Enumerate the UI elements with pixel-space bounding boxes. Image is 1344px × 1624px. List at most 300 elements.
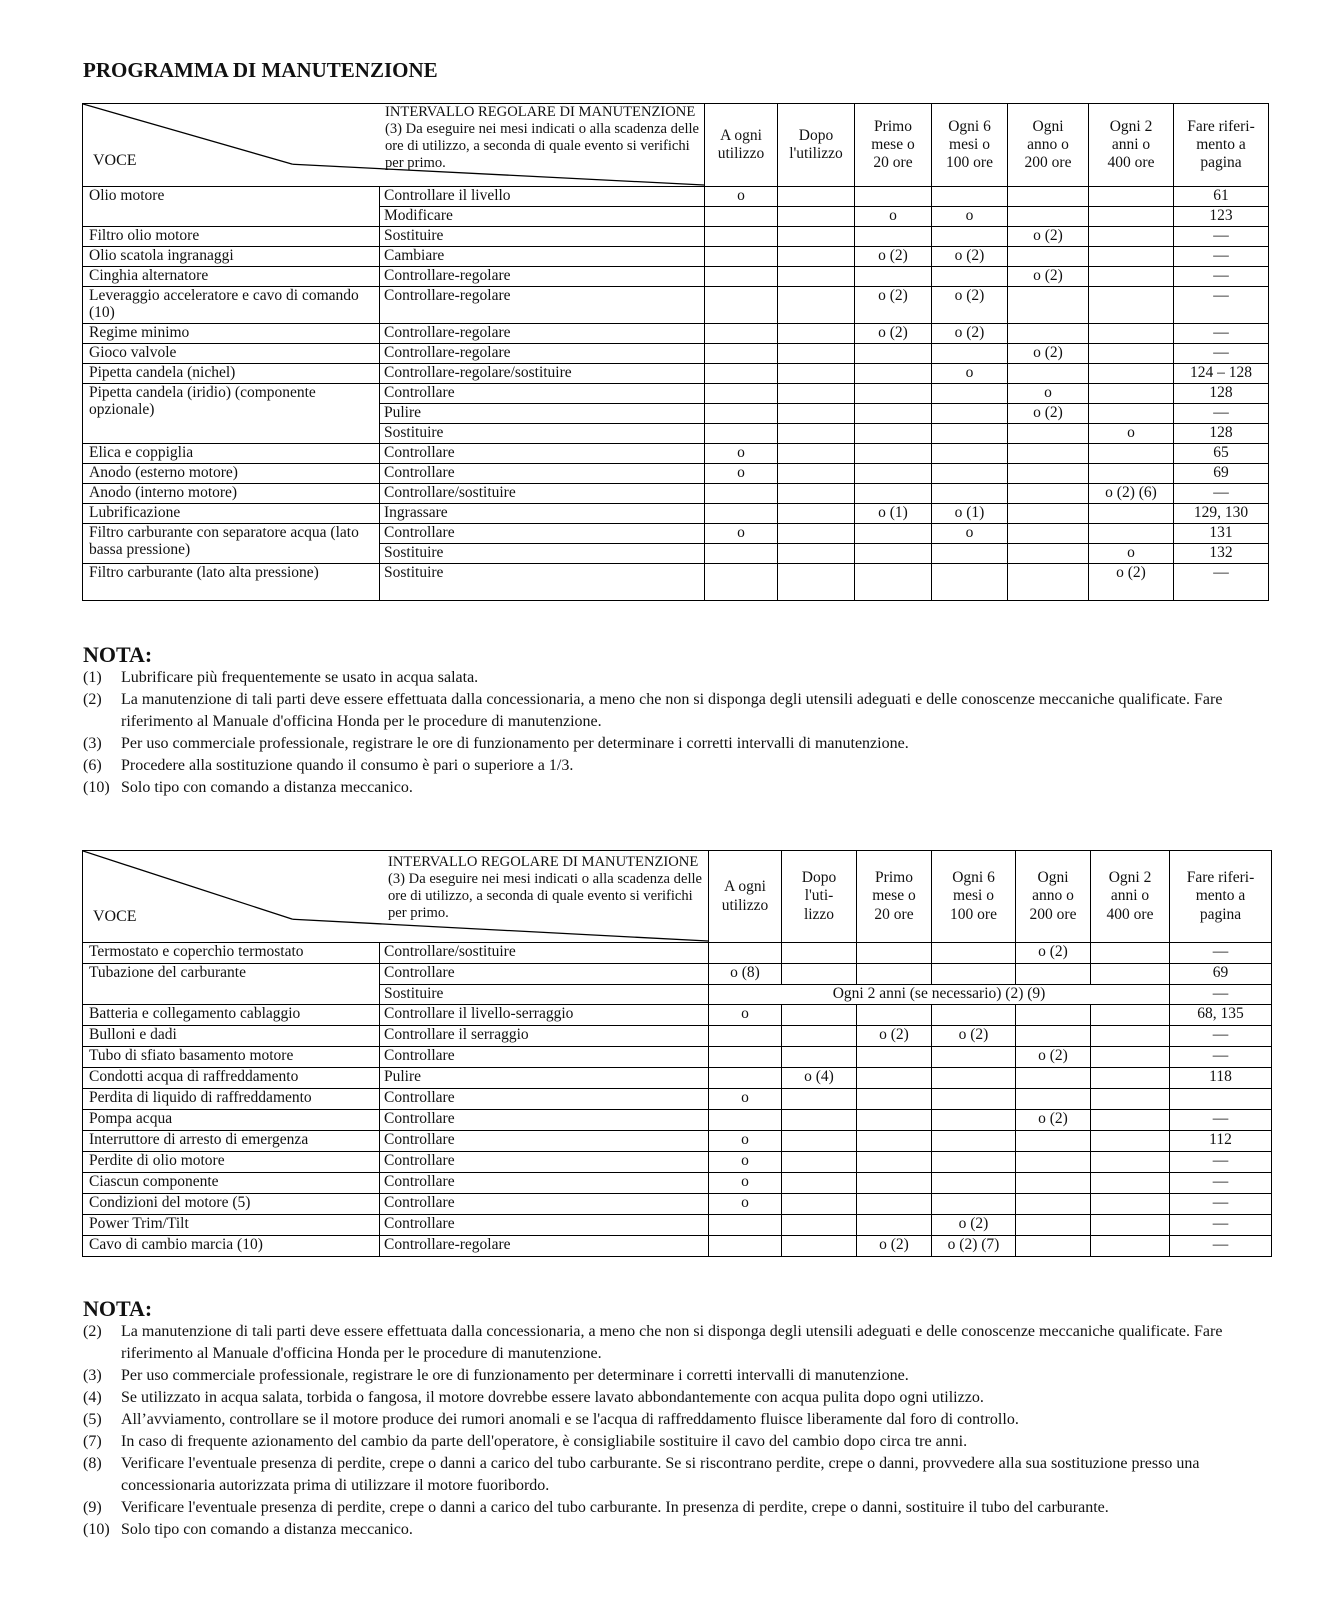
action-cell: Sostituire: [380, 227, 705, 247]
interval-cell: o: [932, 364, 1008, 384]
interval-cell: [1016, 1005, 1091, 1026]
interval-cell: [1091, 1215, 1170, 1236]
note-item: [83, 1453, 1273, 1497]
item-cell: Tubo di sfiato basamento motore: [83, 1047, 380, 1068]
item-cell: Lubrificazione: [83, 504, 380, 524]
header-voce: VOCE: [93, 152, 137, 170]
interval-cell: [1008, 324, 1089, 344]
span-cell: Ogni 2 anni (se necessario) (2) (9): [709, 985, 1170, 1005]
interval-cell: [782, 1173, 857, 1194]
interval-cell: [1089, 267, 1174, 287]
item-cell: Elica e coppiglia: [83, 444, 380, 464]
ref-cell: —: [1174, 267, 1269, 287]
interval-cell: [1008, 564, 1089, 601]
interval-cell: [857, 1110, 932, 1131]
interval-cell: [932, 484, 1008, 504]
table-row: [83, 1194, 1272, 1215]
interval-cell: [1091, 1236, 1170, 1257]
interval-cell: o (2): [855, 324, 932, 344]
table-row: [83, 1068, 1272, 1089]
interval-cell: o (2): [932, 247, 1008, 267]
note-key: (5): [83, 1411, 102, 1428]
interval-cell: [1089, 504, 1174, 524]
interval-cell: [709, 1026, 782, 1047]
interval-cell: [857, 943, 932, 964]
interval-cell: [1089, 524, 1174, 544]
ref-cell: —: [1174, 564, 1269, 601]
header-col: Fare riferi- mento a pagina: [1174, 104, 1269, 187]
interval-cell: [705, 384, 778, 404]
interval-cell: [1008, 247, 1089, 267]
nota-heading: NOTA:: [83, 642, 153, 667]
action-cell: Controllare-regolare: [380, 287, 705, 324]
ref-cell: —: [1174, 287, 1269, 324]
note-key: (8): [83, 1455, 102, 1472]
item-cell: Cavo di cambio marcia (10): [83, 1236, 380, 1257]
interval-cell: [932, 1047, 1016, 1068]
action-cell: Controllare il livello: [380, 187, 705, 207]
item-cell: Olio scatola ingranaggi: [83, 247, 380, 267]
interval-cell: [855, 524, 932, 544]
table-row: [83, 524, 1269, 544]
ref-cell: —: [1170, 1215, 1272, 1236]
item-cell: Condotti acqua di raffreddamento: [83, 1068, 380, 1089]
action-cell: Sostituire: [380, 424, 705, 444]
action-cell: Controllare: [380, 1215, 709, 1236]
interval-cell: [1091, 1173, 1170, 1194]
header-voce: VOCE: [93, 908, 137, 926]
interval-cell: o (2): [1008, 344, 1089, 364]
interval-cell: [1008, 187, 1089, 207]
table-row: [83, 943, 1272, 964]
interval-cell: [932, 1173, 1016, 1194]
interval-cell: [709, 1068, 782, 1089]
interval-cell: [1008, 524, 1089, 544]
interval-cell: [1091, 1110, 1170, 1131]
note-item: [83, 1409, 1273, 1431]
action-cell: Controllare: [380, 1089, 709, 1110]
interval-cell: [932, 964, 1016, 985]
table-row: [83, 287, 1269, 324]
interval-cell: [1089, 207, 1174, 227]
interval-cell: o (2): [932, 324, 1008, 344]
interval-cell: [932, 1152, 1016, 1173]
action-cell: Controllare: [380, 1110, 709, 1131]
table-row: [83, 1173, 1272, 1194]
item-cell: Bulloni e dadi: [83, 1026, 380, 1047]
interval-cell: [709, 943, 782, 964]
ref-cell: —: [1174, 484, 1269, 504]
interval-cell: [705, 287, 778, 324]
action-cell: Controllare: [380, 1194, 709, 1215]
interval-cell: o (1): [855, 504, 932, 524]
note-item: [83, 1519, 1273, 1541]
note-text: Procedere alla sostituzione quando il consumo è pari o superiore a 1/3.: [121, 757, 574, 774]
interval-cell: [857, 1215, 932, 1236]
interval-cell: [855, 464, 932, 484]
interval-cell: [1091, 1152, 1170, 1173]
note-key: (2): [83, 1323, 102, 1340]
header-col: Primo mese o 20 ore: [857, 851, 932, 943]
interval-cell: [705, 247, 778, 267]
action-cell: Pulire: [380, 404, 705, 424]
table-row: [83, 344, 1269, 364]
interval-cell: [1008, 544, 1089, 564]
ref-cell: —: [1174, 324, 1269, 344]
table-row: [83, 1026, 1272, 1047]
nota-section-1: [83, 643, 1273, 799]
header-col: A ogni utilizzo: [709, 851, 782, 943]
interval-cell: [705, 484, 778, 504]
note-item: [83, 1365, 1273, 1387]
interval-cell: [932, 1110, 1016, 1131]
action-cell: Controllare-regolare: [380, 267, 705, 287]
maintenance-table-2: [82, 850, 1272, 1257]
interval-cell: [778, 227, 855, 247]
ref-cell: 131: [1174, 524, 1269, 544]
interval-cell: [1008, 424, 1089, 444]
item-cell: Olio motore: [83, 187, 380, 227]
header-col: Dopo l'utilizzo: [778, 104, 855, 187]
interval-cell: [932, 943, 1016, 964]
action-cell: Controllare il livello-serraggio: [380, 1005, 709, 1026]
interval-cell: [1008, 484, 1089, 504]
note-text: In caso di frequente azionamento del cambio da parte dell'operatore, è consigliabile sostituire il cavo del cambio dopo circa tre anni.: [121, 1433, 968, 1450]
interval-cell: o: [705, 444, 778, 464]
interval-cell: [932, 464, 1008, 484]
ref-cell: —: [1170, 1047, 1272, 1068]
note-item: [83, 1321, 1273, 1365]
interval-cell: [932, 187, 1008, 207]
page-title: PROGRAMMA DI MANUTENZIONE: [83, 58, 438, 82]
item-cell: Condizioni del motore (5): [83, 1194, 380, 1215]
interval-cell: o: [1008, 384, 1089, 404]
ref-cell: [1170, 1089, 1272, 1110]
table-row: [83, 187, 1269, 207]
table-row: [83, 504, 1269, 524]
interval-cell: [932, 1194, 1016, 1215]
interval-cell: [782, 1026, 857, 1047]
interval-cell: [1016, 1152, 1091, 1173]
interval-cell: [932, 1089, 1016, 1110]
header-interval: INTERVALLO REGOLARE DI MANUTENZIONE (3) Da eseguire nei mesi indicati o alla scadenza delle ore di utilizzo, a seconda di quale evento si verifichi per primo.: [385, 104, 700, 172]
header-col: Ogni anno o 200 ore: [1008, 104, 1089, 187]
interval-cell: o (2): [932, 1026, 1016, 1047]
interval-cell: o (2): [855, 287, 932, 324]
item-cell: Batteria e collegamento cablaggio: [83, 1005, 380, 1026]
interval-cell: o: [709, 1005, 782, 1026]
note-text: Solo tipo con comando a distanza meccanico.: [121, 779, 413, 796]
interval-cell: o (1): [932, 504, 1008, 524]
interval-cell: [778, 484, 855, 504]
interval-cell: [1016, 1089, 1091, 1110]
interval-cell: o (2): [1016, 1047, 1091, 1068]
header-col: Ogni anno o 200 ore: [1016, 851, 1091, 943]
interval-cell: [1091, 1131, 1170, 1152]
ref-cell: 112: [1170, 1131, 1272, 1152]
interval-cell: [705, 344, 778, 364]
header-col: Dopo l'uti- lizzo: [782, 851, 857, 943]
interval-cell: [855, 484, 932, 504]
item-cell: Anodo (interno motore): [83, 484, 380, 504]
action-cell: Controllare: [380, 1152, 709, 1173]
note-key: (1): [83, 669, 102, 686]
note-key: (10): [83, 1521, 110, 1538]
interval-cell: [857, 1152, 932, 1173]
note-item: [83, 733, 1273, 755]
interval-cell: [709, 1110, 782, 1131]
interval-cell: [1091, 1089, 1170, 1110]
action-cell: Sostituire: [380, 564, 705, 601]
item-cell: Perdita di liquido di raffreddamento: [83, 1089, 380, 1110]
interval-cell: [1016, 1131, 1091, 1152]
interval-cell: [1008, 364, 1089, 384]
interval-cell: [778, 424, 855, 444]
ref-cell: —: [1170, 1152, 1272, 1173]
interval-cell: [855, 267, 932, 287]
interval-cell: o (2): [1089, 564, 1174, 601]
interval-cell: o: [705, 524, 778, 544]
action-cell: Controllare: [380, 524, 705, 544]
interval-cell: [855, 444, 932, 464]
note-key: (4): [83, 1389, 102, 1406]
interval-cell: [1089, 364, 1174, 384]
header-col: Fare riferi- mento a pagina: [1170, 851, 1272, 943]
table-row: [83, 444, 1269, 464]
table-row: [83, 247, 1269, 267]
note-text: Se utilizzato in acqua salata, torbida o fangosa, il motore dovrebbe essere lavato abbondantemente con acqua pulita dopo ogni utilizzo.: [121, 1389, 984, 1406]
interval-cell: o: [709, 1131, 782, 1152]
interval-cell: [778, 324, 855, 344]
interval-cell: [782, 1236, 857, 1257]
interval-cell: [778, 267, 855, 287]
table-row: [83, 227, 1269, 247]
note-item: [83, 755, 1273, 777]
ref-cell: 128: [1174, 424, 1269, 444]
ref-cell: —: [1170, 1173, 1272, 1194]
table-row: [83, 1236, 1272, 1257]
note-item: [83, 1431, 1273, 1453]
item-cell: Pipetta candela (iridio) (componente opzionale): [83, 384, 380, 444]
interval-cell: o (2): [932, 287, 1008, 324]
note-key: (3): [83, 1367, 102, 1384]
interval-cell: [1091, 1026, 1170, 1047]
interval-cell: [1089, 187, 1174, 207]
interval-cell: [932, 1131, 1016, 1152]
table-row: [83, 1047, 1272, 1068]
interval-cell: [705, 207, 778, 227]
interval-cell: [932, 1068, 1016, 1089]
ref-cell: 123: [1174, 207, 1269, 227]
interval-cell: [1016, 1026, 1091, 1047]
action-cell: Controllare-regolare: [380, 344, 705, 364]
action-cell: Cambiare: [380, 247, 705, 267]
interval-cell: [705, 504, 778, 524]
ref-cell: 69: [1174, 464, 1269, 484]
ref-cell: —: [1174, 404, 1269, 424]
interval-cell: o (2): [1016, 1110, 1091, 1131]
interval-cell: [1016, 1173, 1091, 1194]
interval-cell: [778, 404, 855, 424]
interval-cell: [782, 1047, 857, 1068]
interval-cell: [705, 404, 778, 424]
interval-cell: [705, 227, 778, 247]
header-voce-cell: [83, 104, 705, 187]
table-row: [83, 464, 1269, 484]
interval-cell: [1008, 504, 1089, 524]
interval-cell: o: [709, 1152, 782, 1173]
table-row: [83, 484, 1269, 504]
ref-cell: —: [1174, 227, 1269, 247]
interval-cell: [778, 564, 855, 601]
action-cell: Controllare: [380, 1131, 709, 1152]
note-text: Solo tipo con comando a distanza meccanico.: [121, 1521, 413, 1538]
interval-cell: [782, 1110, 857, 1131]
interval-cell: [855, 564, 932, 601]
action-cell: Controllare il serraggio: [380, 1026, 709, 1047]
item-cell: Pompa acqua: [83, 1110, 380, 1131]
note-key: (6): [83, 757, 102, 774]
item-cell: Leveraggio acceleratore e cavo di comando (10): [83, 287, 380, 324]
table-row: [83, 324, 1269, 344]
ref-cell: —: [1174, 344, 1269, 364]
interval-cell: [778, 524, 855, 544]
ref-cell: —: [1170, 1026, 1272, 1047]
header-col: Ogni 2 anni o 400 ore: [1089, 104, 1174, 187]
table-row: [83, 1005, 1272, 1026]
ref-cell: 128: [1174, 384, 1269, 404]
interval-cell: [1091, 1068, 1170, 1089]
interval-cell: [778, 544, 855, 564]
interval-cell: [709, 1047, 782, 1068]
action-cell: Controllare-regolare/sostituire: [380, 364, 705, 384]
interval-cell: o: [709, 1173, 782, 1194]
interval-cell: [778, 207, 855, 227]
note-text: Verificare l'eventuale presenza di perdite, crepe o danni a carico del tubo carburante. Se si riscontrano perdite, crepe o danni, provvedere alla sua sostituzione presso una concessionaria autorizzata prima di utilizzare il motore fuoribordo.: [121, 1455, 1200, 1494]
note-item: [83, 777, 1273, 799]
ref-cell: 132: [1174, 544, 1269, 564]
interval-cell: [932, 384, 1008, 404]
interval-cell: [1089, 324, 1174, 344]
item-cell: Anodo (esterno motore): [83, 464, 380, 484]
note-text: Per uso commerciale professionale, registrare le ore di funzionamento per determinare i corretti intervalli di manutenzione.: [121, 1367, 909, 1384]
ref-cell: —: [1170, 943, 1272, 964]
item-cell: Regime minimo: [83, 324, 380, 344]
interval-cell: [855, 404, 932, 424]
interval-cell: [1091, 1194, 1170, 1215]
interval-cell: o: [709, 1089, 782, 1110]
interval-cell: [1089, 444, 1174, 464]
interval-cell: o (8): [709, 964, 782, 985]
nota-heading: NOTA:: [83, 1296, 153, 1321]
action-cell: Pulire: [380, 1068, 709, 1089]
interval-cell: [932, 404, 1008, 424]
interval-cell: [705, 544, 778, 564]
interval-cell: [1089, 344, 1174, 364]
interval-cell: o (4): [782, 1068, 857, 1089]
note-key: (3): [83, 735, 102, 752]
interval-cell: [705, 324, 778, 344]
interval-cell: [782, 1215, 857, 1236]
interval-cell: [932, 564, 1008, 601]
table-row: [83, 1215, 1272, 1236]
interval-cell: o (2): [1008, 227, 1089, 247]
interval-cell: [857, 1131, 932, 1152]
note-item: [83, 1497, 1273, 1519]
nota-section-2: [83, 1297, 1273, 1541]
action-cell: Controllare: [380, 464, 705, 484]
interval-cell: [855, 187, 932, 207]
ref-cell: —: [1170, 985, 1272, 1005]
ref-cell: —: [1170, 1194, 1272, 1215]
interval-cell: [1089, 247, 1174, 267]
header-voce-cell: [83, 851, 709, 943]
action-cell: Controllare: [380, 384, 705, 404]
note-item: [83, 689, 1273, 733]
table-row: [83, 964, 1272, 985]
interval-cell: [932, 1005, 1016, 1026]
interval-cell: [1016, 1068, 1091, 1089]
interval-cell: o: [1089, 424, 1174, 444]
maintenance-table-1: [82, 103, 1269, 601]
interval-cell: o: [855, 207, 932, 227]
note-key: (10): [83, 779, 110, 796]
table-row: [83, 1110, 1272, 1131]
interval-cell: [1089, 404, 1174, 424]
ref-cell: 129, 130: [1174, 504, 1269, 524]
interval-cell: [778, 247, 855, 267]
interval-cell: [1008, 207, 1089, 227]
interval-cell: [857, 1173, 932, 1194]
interval-cell: [1016, 1194, 1091, 1215]
interval-cell: [778, 504, 855, 524]
header-col: Ogni 6 mesi o 100 ore: [932, 104, 1008, 187]
note-key: (7): [83, 1433, 102, 1450]
interval-cell: [1089, 287, 1174, 324]
item-cell: Cinghia alternatore: [83, 267, 380, 287]
note-text: La manutenzione di tali parti deve essere effettuata dalla concessionaria, a meno che non si disponga degli utensili adeguati e delle conoscenze meccaniche qualificate. Fare riferimento al Manuale d'officina Honda per le procedure di manutenzione.: [121, 691, 1223, 730]
interval-cell: [778, 464, 855, 484]
interval-cell: [1091, 943, 1170, 964]
interval-cell: o: [705, 187, 778, 207]
header-interval: INTERVALLO REGOLARE DI MANUTENZIONE (3) Da eseguire nei mesi indicati o alla scadenza delle ore di utilizzo, a seconda di quale evento si verifichi per primo.: [388, 854, 703, 922]
ref-cell: 69: [1170, 964, 1272, 985]
table-row: [83, 267, 1269, 287]
interval-cell: [1008, 287, 1089, 324]
interval-cell: o (2): [1016, 943, 1091, 964]
item-cell: Gioco valvole: [83, 344, 380, 364]
interval-cell: o (2): [857, 1236, 932, 1257]
interval-cell: [709, 1215, 782, 1236]
action-cell: Controllare: [380, 444, 705, 464]
interval-cell: o: [705, 464, 778, 484]
header-col: Ogni 2 anni o 400 ore: [1091, 851, 1170, 943]
item-cell: Perdite di olio motore: [83, 1152, 380, 1173]
interval-cell: [705, 267, 778, 287]
interval-cell: [857, 1089, 932, 1110]
interval-cell: [1008, 444, 1089, 464]
interval-cell: o: [932, 207, 1008, 227]
note-text: Per uso commerciale professionale, registrare le ore di funzionamento per determinare i corretti intervalli di manutenzione.: [121, 735, 909, 752]
interval-cell: [1091, 964, 1170, 985]
item-cell: Interruttore di arresto di emergenza: [83, 1131, 380, 1152]
interval-cell: o (2) (7): [932, 1236, 1016, 1257]
action-cell: Controllare: [380, 1173, 709, 1194]
note-text: Verificare l'eventuale presenza di perdite, crepe o danni a carico del tubo carburante. In presenza di perdite, crepe o danni, sostituire il tubo del carburante.: [121, 1499, 1109, 1516]
interval-cell: [705, 424, 778, 444]
interval-cell: [855, 227, 932, 247]
interval-cell: [932, 444, 1008, 464]
